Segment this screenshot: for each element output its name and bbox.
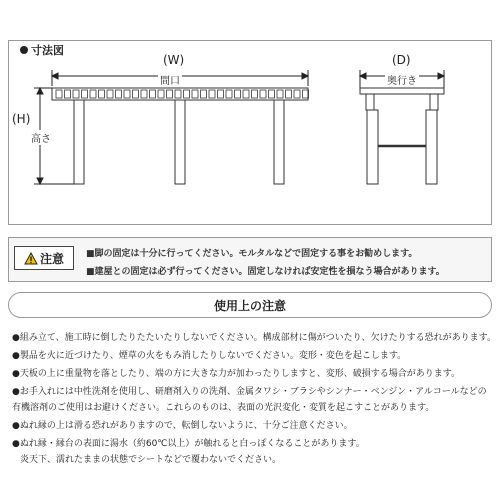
width-code: (W) [163,53,185,67]
dimension-heading-text: 寸法図 [31,44,64,57]
usage-note-2: ●製品を火に近づけたり、煙草の火をもみ消したりしないでください。変形・変色を起こします。 [12,351,407,361]
caution-badge-text: 注意 [39,251,64,266]
caution-line-1: ■脚の固定は十分に行ってください。モルタルなどで固定する事をお勧めします。 [86,249,418,259]
usage-note-3: ●天板の上に重量物を落としたり、端の方に大きな力が加わったりしますと、変形、破損する場合があります。 [12,369,461,379]
height-code: (H) [12,112,31,126]
width-label: 間口 [158,72,182,87]
depth-code: (D) [392,53,411,67]
usage-note-6: ●ぬれ縁の上は滑る恐れがありますので、転倒しないように、十分ご注意ください。 [12,421,353,431]
usage-title-text: 使用上の注意 [213,298,286,313]
caution-badge [14,246,74,270]
height-label: 高さ [30,130,52,145]
usage-note-1: ●組み立て、施工時に倒したりたたいたりしないでください。構成部材に傷がついたり、欠けたりする恐れがあります。 [12,333,496,343]
usage-note-4: ●お手入れには中性洗剤を使用し、研磨剤入りの洗剤、金属タワシ・ブラシやシンナー・ベンジン・アルコールなどの [12,387,487,397]
usage-note-7: ●ぬれ縁・縁台の表面に湯水（約60℃以上）が触れると白っぽくなることがあります。 [12,439,365,449]
front-view-table [52,88,308,184]
caution-line-2: ■建屋との固定は必ず行ってください。固定しなければ安定性を損なう場合があります。 [86,267,445,277]
side-view-table [360,88,444,184]
usage-title [8,292,492,318]
depth-label: 奥行き [385,72,419,87]
warning-triangle-icon [24,252,38,265]
usage-note-5: 有機溶剤のご使用はお避けください。これらのものは、表面の光沢変化・変質を起こすことがあります。 [12,403,435,413]
usage-note-8: 炎天下、濡れたままの状態でシートなどで覆わないでください。 [20,455,282,465]
